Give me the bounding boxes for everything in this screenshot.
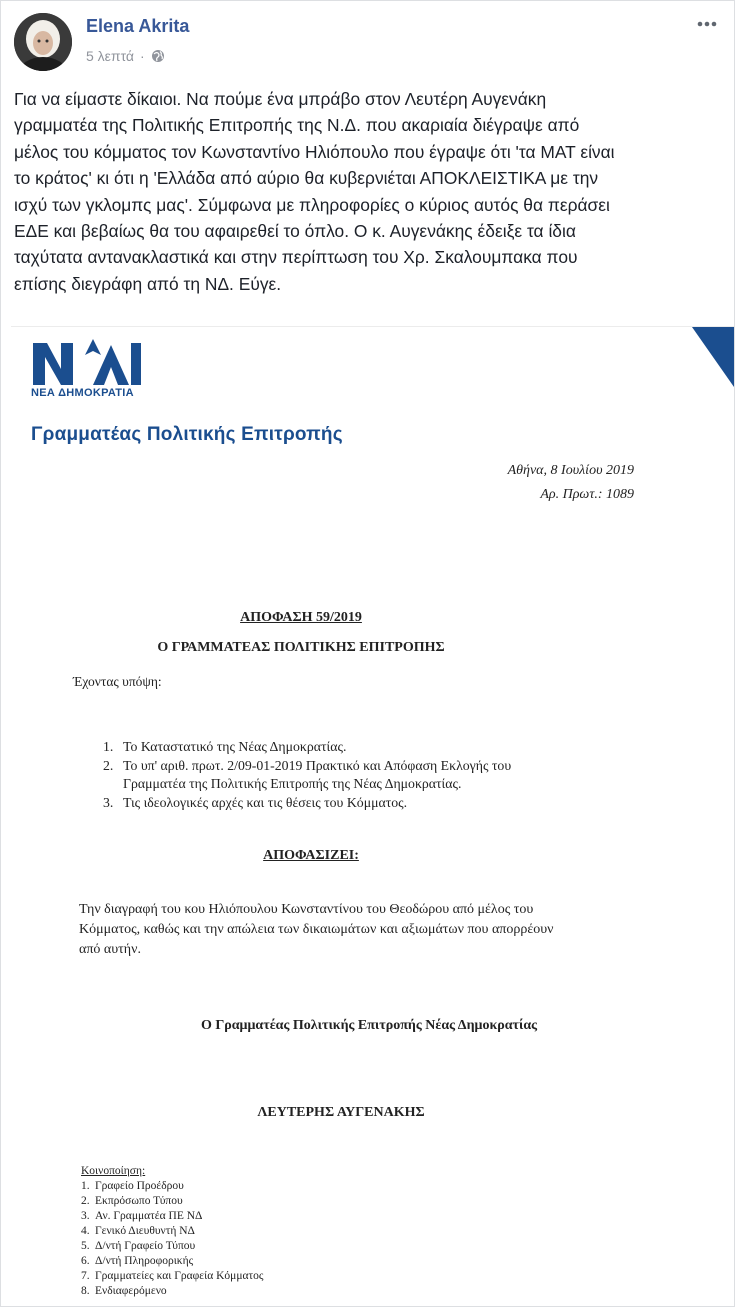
logo-subtitle: ΝΕΑ ΔΗΜΟΚΡΑΤΙΑ (31, 387, 134, 399)
list-text: Τις ιδεολογικές αρχές και τις θέσεις του Κόμματος. (123, 795, 408, 810)
secretary-heading: Ο ΓΡΑΜΜΑΤΕΑΣ ΠΟΛΙΤΙΚΗΣ ΕΠΙΤΡΟΠΗΣ (157, 640, 445, 655)
list-item (103, 794, 407, 812)
decision-line: από αυτήν. (79, 942, 141, 957)
post-meta (86, 48, 165, 64)
decision-title: ΑΠΟΦΑΣΗ 59/2019 (240, 610, 362, 625)
decides-heading: ΑΠΟΦΑΣΙΖΕΙ: (263, 848, 359, 863)
post-text-line: το κράτος' κι ότι η 'Ελλάδα από αύριο θα κυβερνιέται ΑΠΟΚΛΕΙΣΤΙΚΑ με την (14, 168, 599, 189)
notification-item: 2. Εκπρόσωπο Τύπου (81, 1195, 183, 1207)
avatar[interactable] (14, 13, 72, 71)
meta-separator: · (140, 48, 145, 64)
post-time[interactable]: 5 λεπτά (86, 48, 135, 64)
author-name[interactable]: Elena Akrita (86, 16, 190, 36)
notification-item: 3. Αν. Γραμματέα ΠΕ ΝΔ (81, 1210, 203, 1222)
nd-logo (31, 337, 149, 387)
notification-item: 6. Δ/ντή Πληροφορικής (81, 1255, 194, 1267)
post-text-line: επίσης διεγράφη από τη ΝΔ. Εύγε. (14, 273, 282, 294)
list-text: Το Καταστατικό της Νέας Δημοκρατίας. (123, 739, 347, 754)
considering-label: Έχοντας υπόψη: (73, 674, 162, 689)
globe-icon[interactable] (151, 49, 165, 63)
notification-item: 7. Γραμματείες και Γραφεία Κόμματος (81, 1270, 264, 1282)
notification-item: 8. Ενδιαφερόμενο (81, 1285, 167, 1297)
attached-document-image[interactable] (11, 326, 734, 1307)
post-text-line: ταχύτατα αντανακλαστικά και στην περίπτωση του Χρ. Σκαλουμπακα που (14, 247, 578, 268)
post-text-line: ισχύ των γκλομπς μας'. Σύμφωνα με πληροφορίες ο κύριος αυτός θα περάσει (14, 194, 610, 215)
list-text: Το υπ' αριθ. πρωτ. 2/09-01-2019 Πρακτικό και Απόφαση Εκλογής του (123, 758, 512, 773)
signature-name: ΛΕΥΤΕΡΗΣ ΑΥΓΕΝΑΚΗΣ (257, 1105, 425, 1120)
notification-item: 1. Γραφείο Προέδρου (81, 1180, 184, 1192)
post-text-line: Για να είμαστε δίκαιοι. Να πούμε ένα μπράβο στον Λευτέρη Αυγενάκη (14, 89, 547, 109)
document-date: Αθήνα, 8 Ιουλίου 2019 (507, 463, 634, 478)
post-text-line: μέλος του κόμματος τον Κωνσταντίνο Ηλιόπουλο που έγραψε ότι 'τα ΜΑΤ είναι (14, 141, 615, 162)
protocol-number: Αρ. Πρωτ.: 1089 (540, 487, 634, 502)
organization-title: Γραμματέας Πολιτικής Επιτροπής (31, 424, 343, 445)
list-text: Γραμματέα της Πολιτικής Επιτροπής της Νέας Δημοκρατίας. (123, 776, 462, 791)
list-number: 3. (103, 795, 114, 810)
list-item-continuation (103, 775, 461, 793)
post-text-line: ΕΔΕ και βεβαίως θα του αφαιρεθεί το όπλο. Ο κ. Αυγενάκης έδειξε τα ίδια (14, 221, 576, 242)
list-number: 2. (103, 758, 114, 773)
notification-item: 4. Γενικό Διευθυντή ΝΔ (81, 1225, 195, 1237)
notification-label: Κοινοποίηση: (81, 1165, 146, 1177)
corner-decoration (692, 327, 734, 387)
more-options-icon[interactable] (694, 11, 720, 37)
post-text-line: γραμματέα της Πολιτικής Επιτροπής της Ν.Δ. που ακαριαία διέγραψε από (14, 115, 580, 136)
signature-title: Ο Γραμματέας Πολιτικής Επιτροπής Νέας Δημοκρατίας (200, 1018, 538, 1033)
notification-item: 5. Δ/ντή Γραφείο Τύπου (81, 1240, 196, 1252)
list-number: 1. (103, 739, 114, 754)
profile-photo (14, 13, 72, 71)
post-text (14, 86, 719, 297)
list-item (103, 738, 346, 756)
decision-line: Κόμματος, καθώς και την απώλεια των δικαιωμάτων και αξιωμάτων που απορρέουν (79, 922, 554, 937)
decision-line: Την διαγραφή του κου Ηλιόπουλου Κωνσταντίνου του Θεοδώρου από μέλος του (79, 902, 534, 917)
list-item (103, 757, 511, 775)
